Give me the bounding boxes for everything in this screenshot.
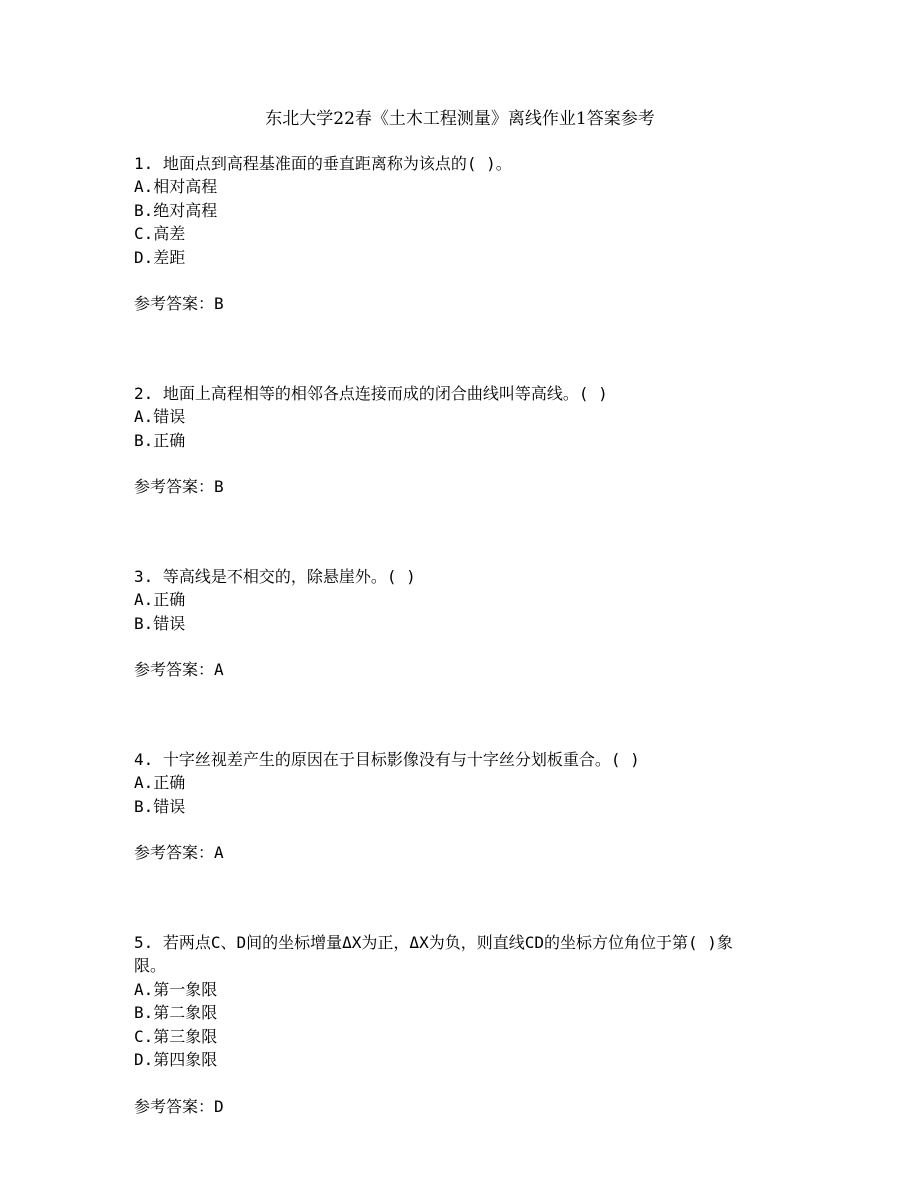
question-2 — [134, 382, 754, 499]
reference-answer — [134, 841, 754, 864]
question-stem: 2. 地面上高程相等的相邻各点连接而成的闭合曲线叫等高线。( ) — [134, 383, 608, 403]
option-c: C.第三象限 — [134, 1026, 218, 1046]
answer-label: 参考答案： — [134, 477, 215, 497]
question-1 — [134, 152, 754, 316]
option-a: A.正确 — [134, 773, 186, 793]
question-stem: 4. 十字丝视差产生的原因在于目标影像没有与十字丝分划板重合。( ) — [134, 749, 640, 769]
reference-answer — [134, 658, 754, 681]
question-5 — [134, 931, 754, 1118]
option-b: B.第二象限 — [134, 1003, 218, 1023]
option-d: D.差距 — [134, 247, 186, 267]
question-gap — [134, 865, 754, 931]
question-list — [134, 152, 754, 1118]
answer-label: 参考答案： — [134, 660, 215, 680]
answer-value: A — [214, 660, 224, 680]
option-b: B.绝对高程 — [134, 200, 218, 220]
option-b: B.正确 — [134, 430, 186, 450]
option-a: A.第一象限 — [134, 979, 218, 999]
question-3 — [134, 565, 754, 682]
question-gap — [134, 499, 754, 565]
option-c: C.高差 — [134, 224, 186, 244]
answer-value: B — [214, 294, 224, 314]
option-a: A.错误 — [134, 407, 186, 427]
question-stem: 5. 若两点C、D间的坐标增量ΔX为正，ΔX为负，则直线CD的坐标方位角位于第( )象限。 — [134, 932, 733, 976]
option-b: B.错误 — [134, 613, 186, 633]
question-gap — [134, 316, 754, 382]
question-gap — [134, 682, 754, 748]
question-4 — [134, 748, 754, 865]
answer-value: D — [214, 1096, 224, 1116]
option-a: A.相对高程 — [134, 177, 218, 197]
reference-answer — [134, 292, 754, 315]
option-a: A.正确 — [134, 590, 186, 610]
reference-answer — [134, 1095, 754, 1118]
reference-answer — [134, 475, 754, 498]
document-title: 东北大学22春《土木工程测量》离线作业1答案参考 — [265, 109, 655, 129]
answer-value: B — [214, 477, 224, 497]
option-b: B.错误 — [134, 796, 186, 816]
question-stem: 3. 等高线是不相交的，除悬崖外。( ) — [134, 566, 416, 586]
answer-value: A — [214, 843, 224, 863]
answer-label: 参考答案： — [134, 843, 215, 863]
answer-label: 参考答案： — [134, 1096, 215, 1116]
question-stem: 1. 地面点到高程基准面的垂直距离称为该点的( )。 — [134, 154, 512, 173]
answer-label: 参考答案： — [134, 294, 215, 314]
option-d: D.第四象限 — [134, 1049, 218, 1069]
